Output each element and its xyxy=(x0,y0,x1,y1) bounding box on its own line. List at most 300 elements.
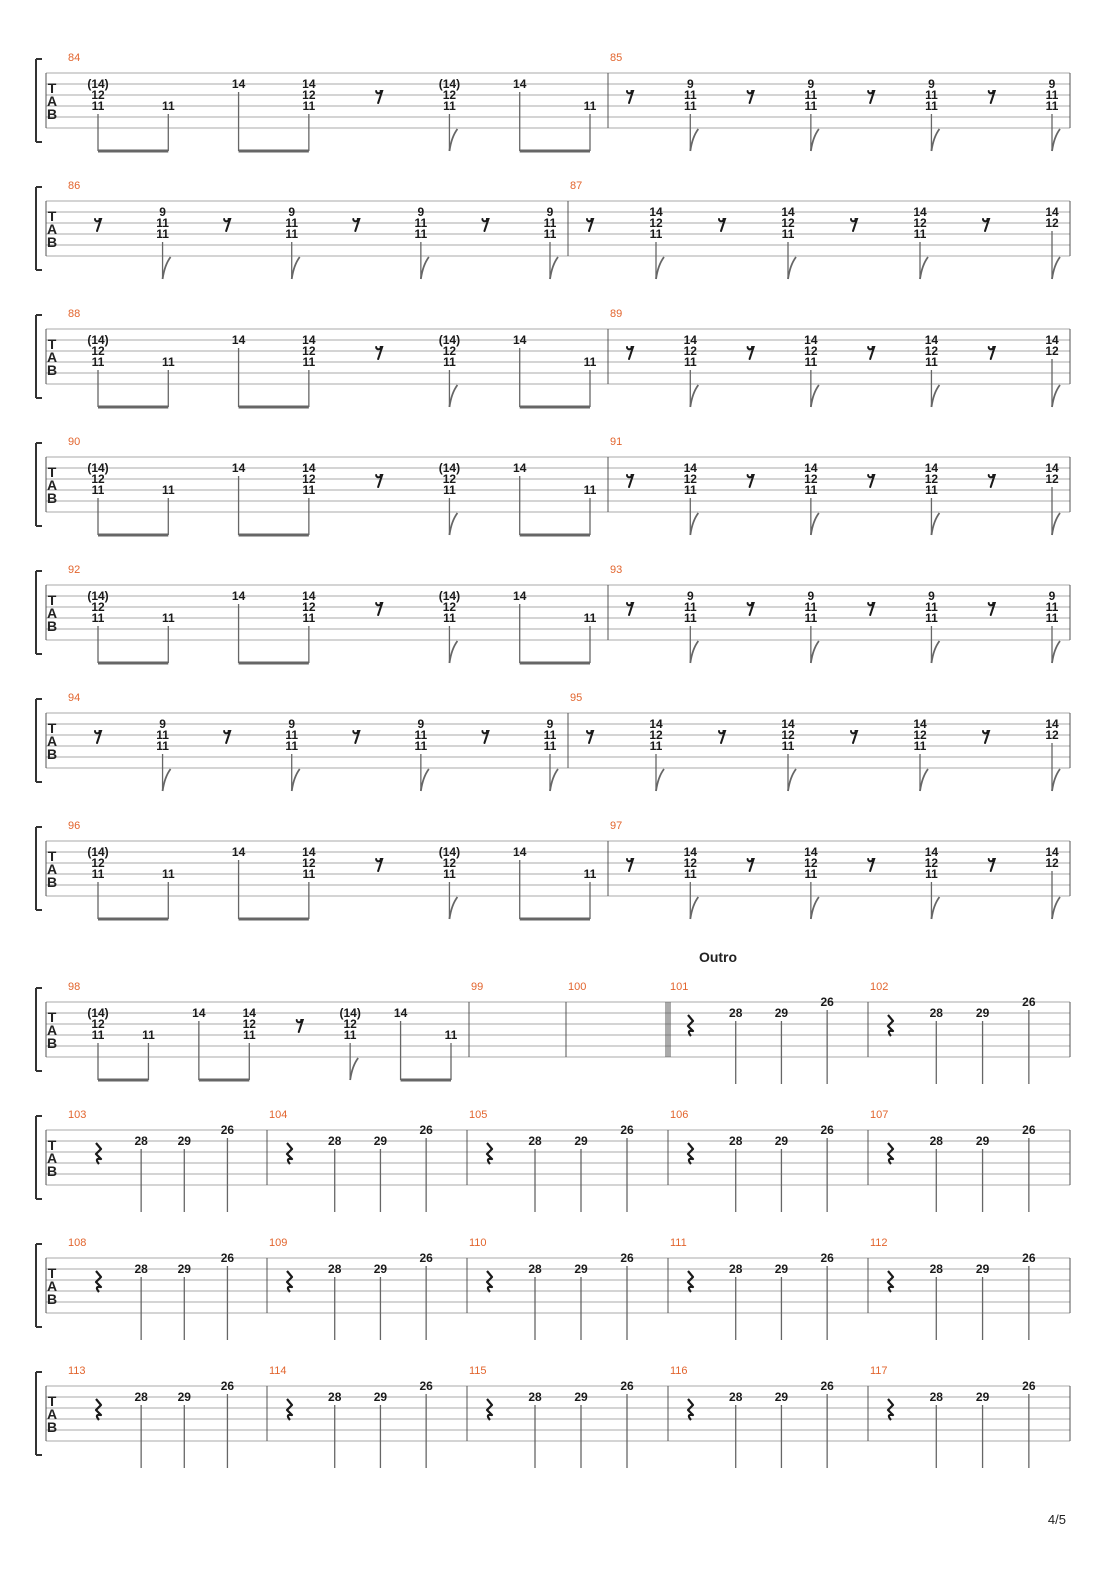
fret-number: 11 xyxy=(414,216,428,230)
fret-number: 14 xyxy=(924,461,939,475)
fret-number: 11 xyxy=(649,739,663,753)
fret-number: (14) xyxy=(87,461,109,475)
fret-number: 14 xyxy=(1045,333,1059,347)
fret-number: (14) xyxy=(87,333,109,347)
eighth-rest-icon xyxy=(353,219,359,231)
quarter-rest-icon xyxy=(888,1143,893,1164)
measure-number: 104 xyxy=(269,1109,288,1121)
measure xyxy=(868,981,1036,1084)
fret-number: 12 xyxy=(683,856,697,870)
measure-number: 108 xyxy=(68,1237,87,1249)
note-flag-icon xyxy=(931,641,939,663)
fret-number: (14) xyxy=(438,461,461,475)
measure-number: 107 xyxy=(870,1109,889,1121)
measure xyxy=(868,1365,1036,1468)
measure xyxy=(668,1237,834,1340)
fret-number: 29 xyxy=(774,1262,789,1276)
fret-number: 29 xyxy=(774,1134,789,1148)
quarter-rest-icon xyxy=(96,1399,101,1420)
fret-number: 14 xyxy=(804,333,818,347)
fret-number: 12 xyxy=(804,472,818,486)
tab-clef-letter: A xyxy=(46,221,58,237)
measure xyxy=(608,436,1060,535)
fret-number: 11 xyxy=(91,611,105,625)
fret-number: 29 xyxy=(774,1390,789,1404)
fret-number: 26 xyxy=(1022,1123,1036,1137)
fret-number: 14 xyxy=(302,333,316,347)
fret-number: 29 xyxy=(373,1134,388,1148)
fret-number: (14) xyxy=(438,333,461,347)
fret-number: 11 xyxy=(583,611,597,625)
eighth-rest-icon xyxy=(719,219,725,231)
measure xyxy=(68,436,597,535)
fret-number: 11 xyxy=(285,216,299,230)
fret-number: 9 xyxy=(1048,589,1056,603)
measure xyxy=(68,1237,234,1340)
fret-number: 29 xyxy=(177,1262,191,1276)
note-flag-icon xyxy=(1052,257,1060,279)
quarter-rest-icon xyxy=(287,1271,292,1292)
fret-number: 11 xyxy=(156,227,169,241)
fret-number: 26 xyxy=(1022,1251,1036,1265)
fret-number: 11 xyxy=(343,1028,357,1042)
fret-number: 14 xyxy=(649,205,663,219)
fret-number: 12 xyxy=(924,856,939,870)
fret-number: 9 xyxy=(546,717,554,731)
fret-number: 28 xyxy=(729,1134,743,1148)
fret-number: 12 xyxy=(924,344,939,358)
fret-number: 9 xyxy=(417,717,425,731)
note-flag-icon xyxy=(550,257,558,279)
note-flag-icon xyxy=(690,129,698,151)
fret-number: 9 xyxy=(546,205,554,219)
eighth-rest-icon xyxy=(224,219,230,231)
quarter-rest-icon xyxy=(487,1271,492,1292)
measure-number: 97 xyxy=(610,820,623,832)
fret-number: 12 xyxy=(1045,856,1059,870)
measure xyxy=(467,1109,634,1212)
fret-number: (14) xyxy=(438,845,461,859)
fret-number: 12 xyxy=(683,472,697,486)
fret-number: 14 xyxy=(649,717,663,731)
measure xyxy=(68,820,597,919)
fret-number: 11 xyxy=(913,739,927,753)
tab-clef-letter: A xyxy=(46,1022,58,1038)
fret-number: 11 xyxy=(804,88,818,102)
fret-number: 14 xyxy=(804,461,818,475)
eighth-rest-icon xyxy=(868,603,874,615)
eighth-rest-icon xyxy=(983,731,989,743)
measure xyxy=(608,308,1060,407)
fret-number: 14 xyxy=(924,845,939,859)
note-flag-icon xyxy=(690,641,698,663)
fret-number: 11 xyxy=(161,99,175,113)
measure-number: 92 xyxy=(68,564,81,576)
fret-number: 11 xyxy=(543,216,557,230)
eighth-rest-icon xyxy=(748,859,754,871)
note-flag-icon xyxy=(1052,513,1060,535)
note-flag-icon xyxy=(690,385,698,407)
measure-number: 96 xyxy=(68,820,81,832)
fret-number: 12 xyxy=(91,472,105,486)
fret-number: 11 xyxy=(443,867,456,881)
note-flag-icon xyxy=(690,513,698,535)
fret-number: 12 xyxy=(442,88,457,102)
fret-number: 9 xyxy=(288,205,296,219)
measure xyxy=(68,52,597,151)
fret-number: 11 xyxy=(925,611,938,625)
fret-number: 14 xyxy=(1045,205,1059,219)
fret-number: 26 xyxy=(620,1379,634,1393)
fret-number: 11 xyxy=(161,355,175,369)
fret-number: 11 xyxy=(302,611,316,625)
tab-clef-letter: A xyxy=(46,605,58,621)
fret-number: 11 xyxy=(444,1028,458,1042)
note-flag-icon xyxy=(656,257,664,279)
fret-number: 29 xyxy=(177,1134,191,1148)
fret-number: 14 xyxy=(192,1006,206,1020)
fret-number: 28 xyxy=(328,1262,342,1276)
note-flag-icon xyxy=(449,897,457,919)
fret-number: 11 xyxy=(804,355,818,369)
tab-system xyxy=(36,692,1070,791)
tab-clef-letter: T xyxy=(47,848,57,864)
eighth-rest-icon xyxy=(627,91,633,103)
fret-number: 11 xyxy=(925,355,938,369)
eighth-rest-icon xyxy=(627,475,633,487)
fret-number: 11 xyxy=(683,88,697,102)
fret-number: 28 xyxy=(134,1134,148,1148)
note-flag-icon xyxy=(292,769,300,791)
fret-number: (14) xyxy=(339,1006,361,1020)
fret-number: 14 xyxy=(924,333,939,347)
note-flag-icon xyxy=(449,641,457,663)
note-flag-icon xyxy=(1052,641,1060,663)
fret-number: (14) xyxy=(438,589,461,603)
tab-clef-letter: B xyxy=(46,234,58,250)
eighth-rest-icon xyxy=(95,731,101,743)
note-flag-icon xyxy=(1052,897,1060,919)
tab-clef-letter: T xyxy=(47,464,57,480)
tab-clef-letter: A xyxy=(46,477,58,493)
fret-number: 11 xyxy=(156,728,169,742)
fret-number: 26 xyxy=(419,1379,433,1393)
fret-number: 28 xyxy=(929,1262,943,1276)
fret-number: 14 xyxy=(683,845,697,859)
fret-number: 11 xyxy=(583,483,597,497)
page-number: 4/5 xyxy=(1047,1512,1066,1527)
fret-number: 28 xyxy=(729,1006,743,1020)
fret-number: 11 xyxy=(583,355,597,369)
fret-number: 11 xyxy=(583,867,597,881)
fret-number: 29 xyxy=(177,1390,191,1404)
fret-number: 12 xyxy=(1045,344,1059,358)
measure-number: 95 xyxy=(570,692,583,704)
fret-number: 11 xyxy=(543,728,557,742)
note-flag-icon xyxy=(931,897,939,919)
eighth-rest-icon xyxy=(748,91,754,103)
fret-number: 11 xyxy=(414,739,428,753)
measure xyxy=(267,1237,433,1340)
measure-number: 84 xyxy=(68,52,81,64)
fret-number: 26 xyxy=(1022,1379,1036,1393)
tab-clef-letter: B xyxy=(46,618,58,634)
eighth-rest-icon xyxy=(353,731,359,743)
fret-number: 28 xyxy=(729,1262,743,1276)
fret-number: 28 xyxy=(929,1390,943,1404)
fret-number: 12 xyxy=(804,344,818,358)
note-flag-icon xyxy=(421,257,429,279)
fret-number: 14 xyxy=(231,461,246,475)
note-flag-icon xyxy=(1052,385,1060,407)
fret-number: 11 xyxy=(781,739,795,753)
fret-number: 11 xyxy=(804,611,818,625)
fret-number: 14 xyxy=(513,77,527,91)
fret-number: 26 xyxy=(1022,995,1036,1009)
quarter-rest-icon xyxy=(287,1143,292,1164)
fret-number: 14 xyxy=(913,717,927,731)
measure-number: 101 xyxy=(670,981,689,993)
measure xyxy=(68,692,558,791)
eighth-rest-icon xyxy=(719,731,725,743)
tab-clef-letter: A xyxy=(46,1278,58,1294)
measure-number: 86 xyxy=(68,180,81,192)
fret-number: 29 xyxy=(975,1006,990,1020)
eighth-rest-icon xyxy=(989,347,995,359)
fret-number: 11 xyxy=(925,600,938,614)
fret-number: 12 xyxy=(442,856,457,870)
tab-clef-letter: B xyxy=(46,490,58,506)
measure-number: 93 xyxy=(610,564,623,576)
measure-number: 110 xyxy=(469,1237,487,1249)
tab-clef-letter: A xyxy=(46,733,58,749)
measure-number: 94 xyxy=(68,692,81,704)
fret-number: 12 xyxy=(804,856,818,870)
fret-number: 12 xyxy=(924,472,939,486)
fret-number: 14 xyxy=(913,205,927,219)
fret-number: 28 xyxy=(729,1390,743,1404)
tab-system xyxy=(36,564,1070,663)
fret-number: 29 xyxy=(574,1134,588,1148)
fret-number: 11 xyxy=(543,227,557,241)
tab-clef-letter: A xyxy=(46,1150,58,1166)
fret-number: 26 xyxy=(820,1123,834,1137)
tab-system xyxy=(36,949,1070,1084)
note-flag-icon xyxy=(931,385,939,407)
tab-clef-letter: T xyxy=(47,336,57,352)
tab-clef-letter: A xyxy=(46,93,58,109)
fret-number: 12 xyxy=(343,1017,357,1031)
fret-number: 11 xyxy=(804,600,818,614)
tab-clef-letter: B xyxy=(46,874,58,890)
measure-number: 89 xyxy=(610,308,623,320)
note-flag-icon xyxy=(449,129,457,151)
fret-number: 11 xyxy=(285,728,299,742)
fret-number: 11 xyxy=(804,99,818,113)
fret-number: 12 xyxy=(442,472,457,486)
fret-number: 29 xyxy=(373,1262,388,1276)
eighth-rest-icon xyxy=(95,219,101,231)
fret-number: 14 xyxy=(302,589,316,603)
fret-number: 14 xyxy=(302,77,316,91)
fret-number: 11 xyxy=(913,227,927,241)
fret-number: 12 xyxy=(913,728,927,742)
fret-number: (14) xyxy=(438,77,461,91)
fret-number: 12 xyxy=(683,344,697,358)
note-flag-icon xyxy=(811,513,819,535)
tab-system xyxy=(36,1365,1070,1468)
fret-number: 11 xyxy=(91,1028,105,1042)
note-flag-icon xyxy=(163,257,171,279)
measure-number: 113 xyxy=(68,1365,86,1377)
tab-clef-letter: B xyxy=(46,106,58,122)
quarter-rest-icon xyxy=(96,1143,101,1164)
eighth-rest-icon xyxy=(989,859,995,871)
fret-number: (14) xyxy=(87,1006,109,1020)
fret-number: 14 xyxy=(1045,461,1059,475)
measure xyxy=(668,1109,834,1212)
measure-number: 109 xyxy=(269,1237,288,1249)
tab-clef-letter: T xyxy=(47,592,57,608)
fret-number: 9 xyxy=(686,77,694,91)
measure-number: 85 xyxy=(610,52,623,64)
fret-number: 11 xyxy=(91,99,105,113)
fret-number: 11 xyxy=(683,600,697,614)
fret-number: 29 xyxy=(574,1390,588,1404)
tab-system xyxy=(36,308,1070,407)
eighth-rest-icon xyxy=(989,91,995,103)
fret-number: 12 xyxy=(302,472,316,486)
fret-number: 12 xyxy=(649,728,663,742)
fret-number: 12 xyxy=(913,216,927,230)
fret-number: 11 xyxy=(443,611,456,625)
fret-number: 12 xyxy=(242,1017,256,1031)
fret-number: 11 xyxy=(91,867,105,881)
tab-clef-letter: B xyxy=(46,1035,58,1051)
fret-number: 12 xyxy=(91,88,105,102)
fret-number: 11 xyxy=(925,99,938,113)
fret-number: 29 xyxy=(975,1390,990,1404)
eighth-rest-icon xyxy=(587,219,593,231)
note-flag-icon xyxy=(1052,769,1060,791)
measure xyxy=(568,692,1060,791)
note-flag-icon xyxy=(920,769,928,791)
measure-number: 90 xyxy=(68,436,81,448)
fret-number: 28 xyxy=(929,1134,943,1148)
fret-number: 26 xyxy=(220,1123,235,1137)
measure xyxy=(467,1237,634,1340)
tab-system xyxy=(36,436,1070,535)
tab-system xyxy=(36,1237,1070,1340)
fret-number: 11 xyxy=(804,483,818,497)
fret-number: 29 xyxy=(774,1006,789,1020)
measure-number: 115 xyxy=(469,1365,487,1377)
tab-clef-letter: T xyxy=(47,80,57,96)
measure xyxy=(68,1109,234,1212)
tab-clef-letter: T xyxy=(47,1393,57,1409)
fret-number: 29 xyxy=(975,1262,990,1276)
measure-number: 102 xyxy=(870,981,889,993)
measure-number: 111 xyxy=(670,1237,687,1249)
note-flag-icon xyxy=(690,897,698,919)
measure xyxy=(668,1365,834,1468)
tab-clef-letter: B xyxy=(46,362,58,378)
fret-number: 12 xyxy=(91,856,105,870)
fret-number: 11 xyxy=(302,99,316,113)
eighth-rest-icon xyxy=(376,475,382,487)
fret-number: 26 xyxy=(820,1379,834,1393)
fret-number: 11 xyxy=(804,867,818,881)
fret-number: 11 xyxy=(683,611,697,625)
quarter-rest-icon xyxy=(888,1399,893,1420)
quarter-rest-icon xyxy=(287,1399,292,1420)
measure xyxy=(68,1365,234,1468)
fret-number: 14 xyxy=(513,845,527,859)
fret-number: 26 xyxy=(620,1251,634,1265)
fret-number: 14 xyxy=(804,845,818,859)
tab-clef-letter: T xyxy=(47,208,57,224)
note-flag-icon xyxy=(811,641,819,663)
measure-number: 116 xyxy=(670,1365,688,1377)
fret-number: 14 xyxy=(231,77,246,91)
measure xyxy=(608,820,1060,919)
fret-number: 9 xyxy=(807,77,815,91)
measure-number: 91 xyxy=(610,436,623,448)
fret-number: 14 xyxy=(231,845,246,859)
eighth-rest-icon xyxy=(851,731,857,743)
eighth-rest-icon xyxy=(748,603,754,615)
fret-number: 9 xyxy=(807,589,815,603)
fret-number: 9 xyxy=(159,205,166,219)
quarter-rest-icon xyxy=(688,1015,693,1036)
fret-number: 14 xyxy=(683,461,697,475)
note-flag-icon xyxy=(421,769,429,791)
measure xyxy=(68,981,458,1080)
fret-number: 11 xyxy=(683,355,697,369)
fret-number: 11 xyxy=(443,99,456,113)
fret-number: 12 xyxy=(91,600,105,614)
note-flag-icon xyxy=(811,897,819,919)
fret-number: 14 xyxy=(231,589,246,603)
tab-clef-letter: A xyxy=(46,1406,58,1422)
fret-number: 14 xyxy=(781,205,795,219)
measure xyxy=(868,1237,1036,1340)
eighth-rest-icon xyxy=(376,347,382,359)
tab-clef-letter: A xyxy=(46,861,58,877)
fret-number: 12 xyxy=(302,88,316,102)
eighth-rest-icon xyxy=(851,219,857,231)
fret-number: 11 xyxy=(242,1028,256,1042)
note-flag-icon xyxy=(811,129,819,151)
fret-number: 14 xyxy=(393,1006,408,1020)
quarter-rest-icon xyxy=(96,1271,101,1292)
fret-number: 12 xyxy=(781,728,795,742)
fret-number: 28 xyxy=(328,1390,342,1404)
fret-number: 28 xyxy=(528,1134,542,1148)
fret-number: 28 xyxy=(134,1262,148,1276)
fret-number: 9 xyxy=(159,717,166,731)
fret-number: 9 xyxy=(417,205,425,219)
eighth-rest-icon xyxy=(989,603,995,615)
tab-clef-letter: T xyxy=(47,1137,57,1153)
measure-number: 106 xyxy=(670,1109,689,1121)
fret-number: 12 xyxy=(1045,728,1059,742)
eighth-rest-icon xyxy=(224,731,230,743)
fret-number: 12 xyxy=(91,344,105,358)
note-flag-icon xyxy=(1052,129,1060,151)
measure-number: 87 xyxy=(570,180,583,192)
fret-number: 11 xyxy=(156,739,169,753)
